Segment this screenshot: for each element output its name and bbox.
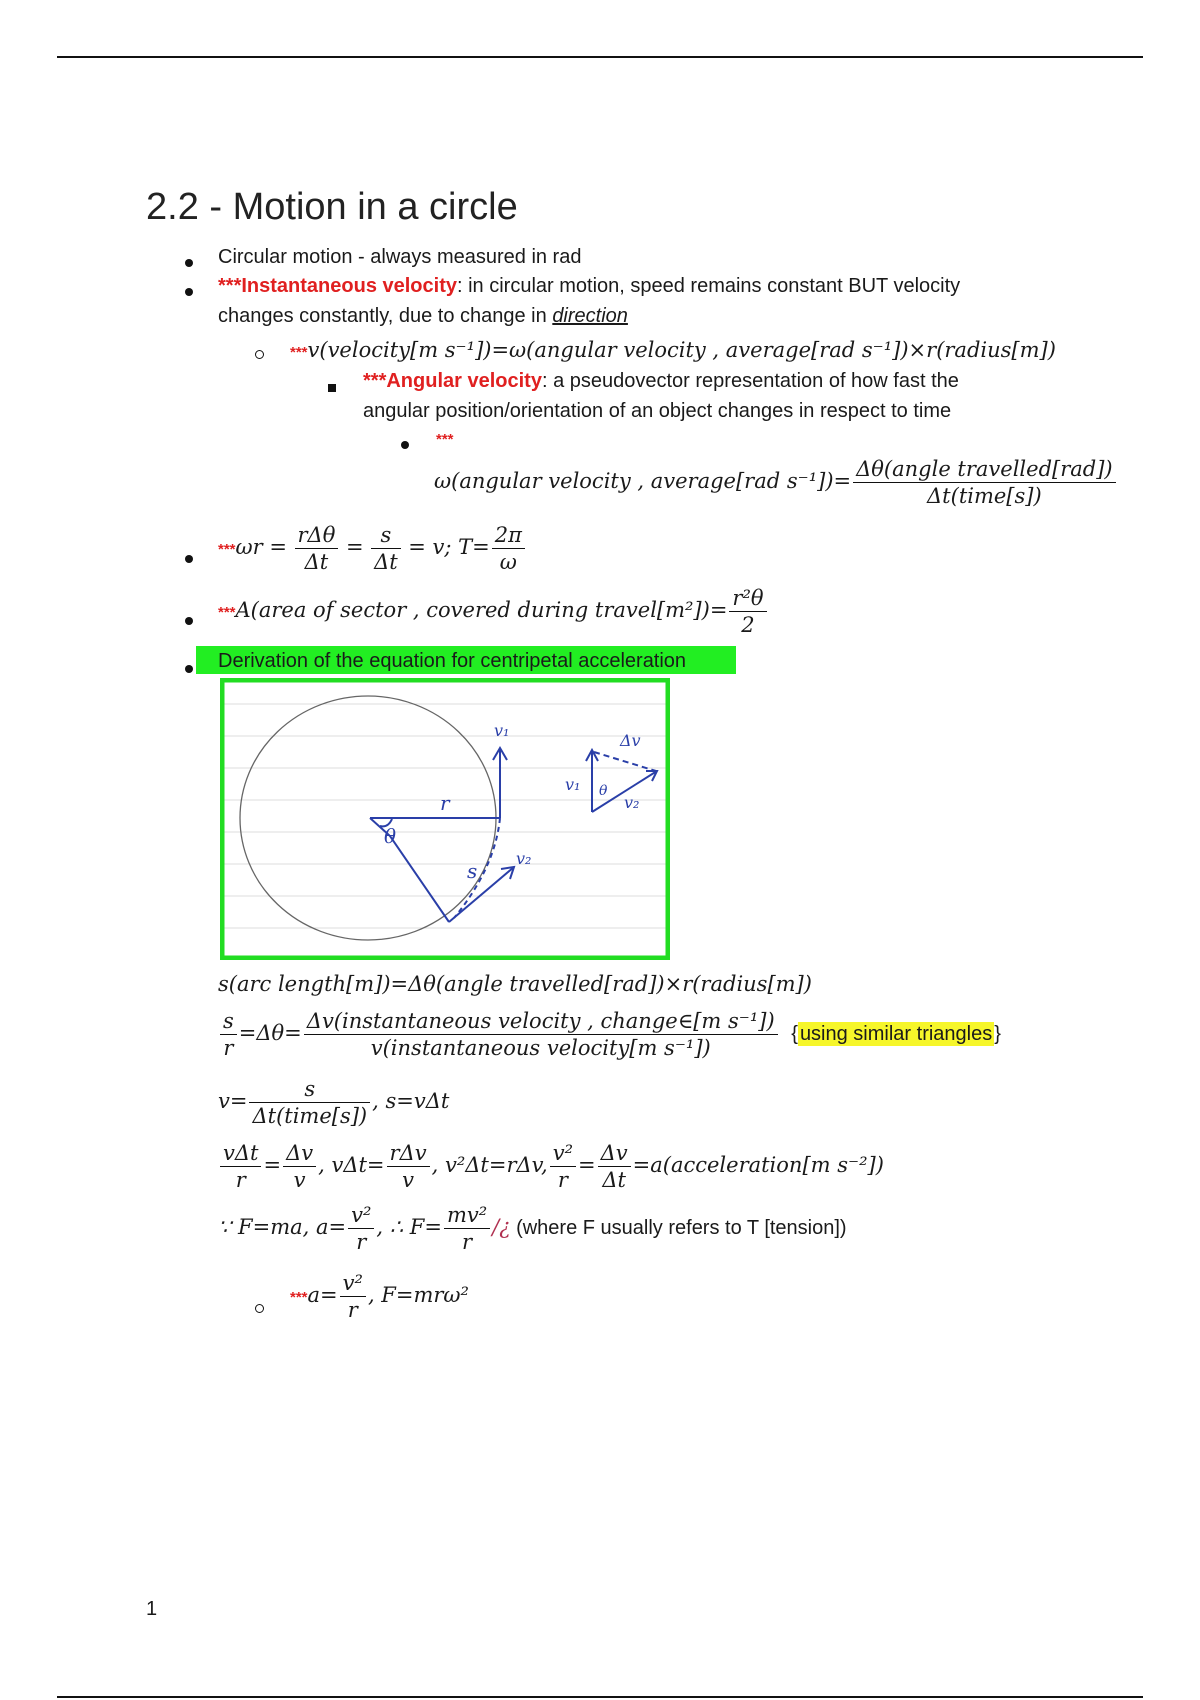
fraction bbox=[304, 1008, 778, 1061]
fraction bbox=[249, 1076, 370, 1129]
stars-marker: *** bbox=[290, 344, 308, 361]
centripetal-diagram bbox=[220, 678, 670, 960]
equation-similar-triangles bbox=[218, 1008, 1001, 1061]
force-therefore: , ∴ F= bbox=[376, 1214, 442, 1239]
fraction-denominator: Δt bbox=[374, 550, 398, 574]
equation-acceleration bbox=[218, 1140, 884, 1193]
diagram-label-v2-side: v₂ bbox=[624, 793, 640, 812]
derivation-title: Derivation of the equation for centripetal acceleration bbox=[218, 650, 687, 672]
fraction bbox=[295, 522, 339, 575]
diagram-label-theta-small: θ bbox=[599, 783, 608, 799]
fraction-numerator: mv² bbox=[444, 1202, 490, 1229]
diagram-label-v1-side: v₁ bbox=[565, 775, 581, 794]
v2-dt-equals: , v²Δt=rΔv, bbox=[431, 1152, 548, 1177]
bullet-dot bbox=[185, 656, 193, 679]
fraction-numerator: vΔt bbox=[220, 1140, 261, 1167]
fraction-numerator: Δv bbox=[283, 1140, 316, 1167]
diagram-label-v1-top: v₁ bbox=[494, 721, 510, 740]
fraction-denominator: v(instantaneous velocity[m s⁻¹]) bbox=[370, 1036, 711, 1060]
equation-omega bbox=[434, 456, 1118, 509]
equation-omega-r bbox=[218, 522, 527, 575]
fraction bbox=[492, 522, 525, 575]
fraction bbox=[220, 1140, 261, 1193]
equation-force bbox=[218, 1202, 847, 1255]
s-equals-v-dt: , s=vΔt bbox=[372, 1088, 450, 1113]
fraction-numerator: s bbox=[371, 522, 401, 549]
emphasis-direction: direction bbox=[552, 305, 628, 327]
force-because: ∵ F=ma, a= bbox=[218, 1214, 347, 1239]
level4-bullet-dot bbox=[401, 432, 409, 455]
diagram-label-dv: Δv bbox=[620, 731, 641, 750]
equation-velocity bbox=[290, 336, 1056, 367]
omega-r-lhs: ωr = bbox=[235, 534, 287, 559]
fraction-denominator: 2 bbox=[741, 613, 755, 637]
top-rule bbox=[57, 56, 1143, 58]
omega-denominator: Δt(time[s]) bbox=[927, 484, 1042, 508]
bullet-circular-motion: Circular motion - always measured in rad bbox=[218, 246, 582, 268]
fraction-denominator: r bbox=[356, 1230, 367, 1254]
fraction bbox=[283, 1140, 316, 1193]
stars-marker: *** bbox=[363, 370, 387, 392]
bullet-dot bbox=[185, 546, 193, 569]
page-number: 1 bbox=[146, 1598, 158, 1620]
inst-text-prefix: changes constantly, due to change in bbox=[218, 305, 553, 327]
fraction-numerator: v² bbox=[340, 1270, 366, 1297]
brace-open: { bbox=[791, 1022, 798, 1045]
fraction bbox=[371, 522, 401, 575]
equals-sign: = bbox=[345, 534, 364, 559]
fraction-numerator: s bbox=[220, 1008, 237, 1035]
fraction-numerator: Δv bbox=[598, 1140, 631, 1167]
fraction-numerator: v² bbox=[550, 1140, 576, 1167]
equation-v-text: v(velocity[m s⁻¹])=ω(angular velocity , average[rad s⁻¹])×r(radius[m]) bbox=[307, 338, 1056, 362]
omega-fraction bbox=[853, 456, 1115, 509]
fraction bbox=[387, 1140, 430, 1193]
inst-text-line1: : in circular motion, speed remains constant BUT velocity bbox=[456, 275, 961, 297]
fraction-denominator: Δt bbox=[602, 1168, 626, 1192]
fraction bbox=[550, 1140, 576, 1193]
stars-marker: *** bbox=[436, 431, 454, 448]
fraction-numerator: 2π bbox=[492, 522, 525, 549]
v-dt-equals: , vΔt= bbox=[318, 1152, 385, 1177]
period-definition: = v; T= bbox=[408, 534, 490, 559]
equals-sign: = bbox=[263, 1152, 282, 1177]
fraction-denominator: v bbox=[402, 1168, 414, 1192]
stars-marker: *** bbox=[218, 275, 242, 297]
fraction-denominator: r bbox=[557, 1168, 568, 1192]
area-lhs: A(area of sector , covered during travel[m²])= bbox=[235, 597, 728, 622]
fraction-numerator: rΔθ bbox=[295, 522, 339, 549]
fraction-numerator: v² bbox=[348, 1202, 374, 1229]
sub-bullet-circle bbox=[255, 342, 264, 365]
equation-final bbox=[290, 1270, 469, 1323]
acceleration-result: =a(acceleration[m s⁻²]) bbox=[632, 1152, 884, 1177]
bullet-dot bbox=[185, 250, 193, 273]
equals-sign: = bbox=[578, 1152, 596, 1177]
delta-theta: =Δθ= bbox=[238, 1020, 302, 1045]
bullet-dot bbox=[185, 279, 193, 302]
bullet-dot bbox=[185, 608, 193, 631]
page-title: 2.2 - Motion in a circle bbox=[146, 186, 518, 228]
omega-numerator: Δθ(angle travelled[rad]) bbox=[853, 456, 1115, 483]
fraction-denominator: Δt(time[s]) bbox=[252, 1104, 368, 1128]
level4-stars bbox=[436, 424, 454, 454]
stray-glyph: /¿ bbox=[492, 1214, 511, 1239]
fraction-numerator: Δv(instantaneous velocity , change∈[m s⁻¹]) bbox=[304, 1008, 778, 1035]
fraction bbox=[598, 1140, 631, 1193]
fraction bbox=[340, 1270, 366, 1323]
fraction bbox=[220, 1008, 237, 1061]
fraction-denominator: ω bbox=[499, 550, 517, 574]
similar-triangles-note: using similar triangles bbox=[799, 1022, 993, 1045]
diagram-label-v2-tip: v₂ bbox=[516, 849, 532, 868]
stars-marker: *** bbox=[218, 540, 236, 558]
sub-sub-bullet-square bbox=[328, 375, 336, 398]
diagram-label-s: s bbox=[467, 859, 478, 883]
inst-text-line2 bbox=[218, 302, 628, 330]
term-angular-velocity: Angular velocity bbox=[386, 370, 542, 392]
equation-arc-length bbox=[218, 970, 812, 999]
omega-lhs: ω(angular velocity , average[rad s⁻¹])= bbox=[434, 468, 852, 493]
fraction-denominator: r bbox=[235, 1168, 246, 1192]
sub-bullet-circle bbox=[255, 1296, 264, 1319]
fraction bbox=[444, 1202, 490, 1255]
fraction-numerator: s bbox=[249, 1076, 370, 1103]
final-a: a= bbox=[307, 1282, 338, 1307]
area-fraction bbox=[729, 585, 766, 638]
stars-marker: *** bbox=[290, 1288, 308, 1306]
fraction bbox=[348, 1202, 374, 1255]
diagram-label-r: r bbox=[440, 791, 450, 815]
ang-text-line1: : a pseudovector representation of how fast the bbox=[541, 370, 959, 392]
equation-v-s-dt bbox=[218, 1076, 449, 1129]
bottom-rule bbox=[57, 1696, 1143, 1698]
final-force: , F=mrω² bbox=[367, 1282, 469, 1307]
brace-close: } bbox=[994, 1022, 1001, 1045]
fraction-denominator: r bbox=[223, 1036, 234, 1060]
fraction-numerator: rΔv bbox=[387, 1140, 430, 1167]
fraction-denominator: Δt bbox=[304, 550, 329, 574]
equation-area bbox=[218, 585, 769, 638]
fraction-denominator: v bbox=[293, 1168, 306, 1192]
fraction-numerator: r²θ bbox=[729, 585, 766, 612]
fraction-denominator: r bbox=[347, 1298, 358, 1322]
arc-length-text: s(arc length[m])=Δθ(angle travelled[rad])×r(radius[m]) bbox=[218, 972, 812, 996]
diagram-label-theta: θ bbox=[384, 824, 397, 848]
bullet-angular-velocity bbox=[363, 367, 959, 395]
fraction-denominator: r bbox=[462, 1230, 473, 1254]
v-lhs: v= bbox=[218, 1088, 248, 1113]
bullet-instantaneous-velocity bbox=[218, 272, 960, 300]
stars-marker: *** bbox=[218, 603, 236, 621]
force-note: (where F usually refers to T [tension]) bbox=[510, 1216, 847, 1239]
ang-text-line2: angular position/orientation of an object changes in respect to time bbox=[363, 400, 952, 422]
term-instantaneous-velocity: Instantaneous velocity bbox=[241, 275, 457, 297]
